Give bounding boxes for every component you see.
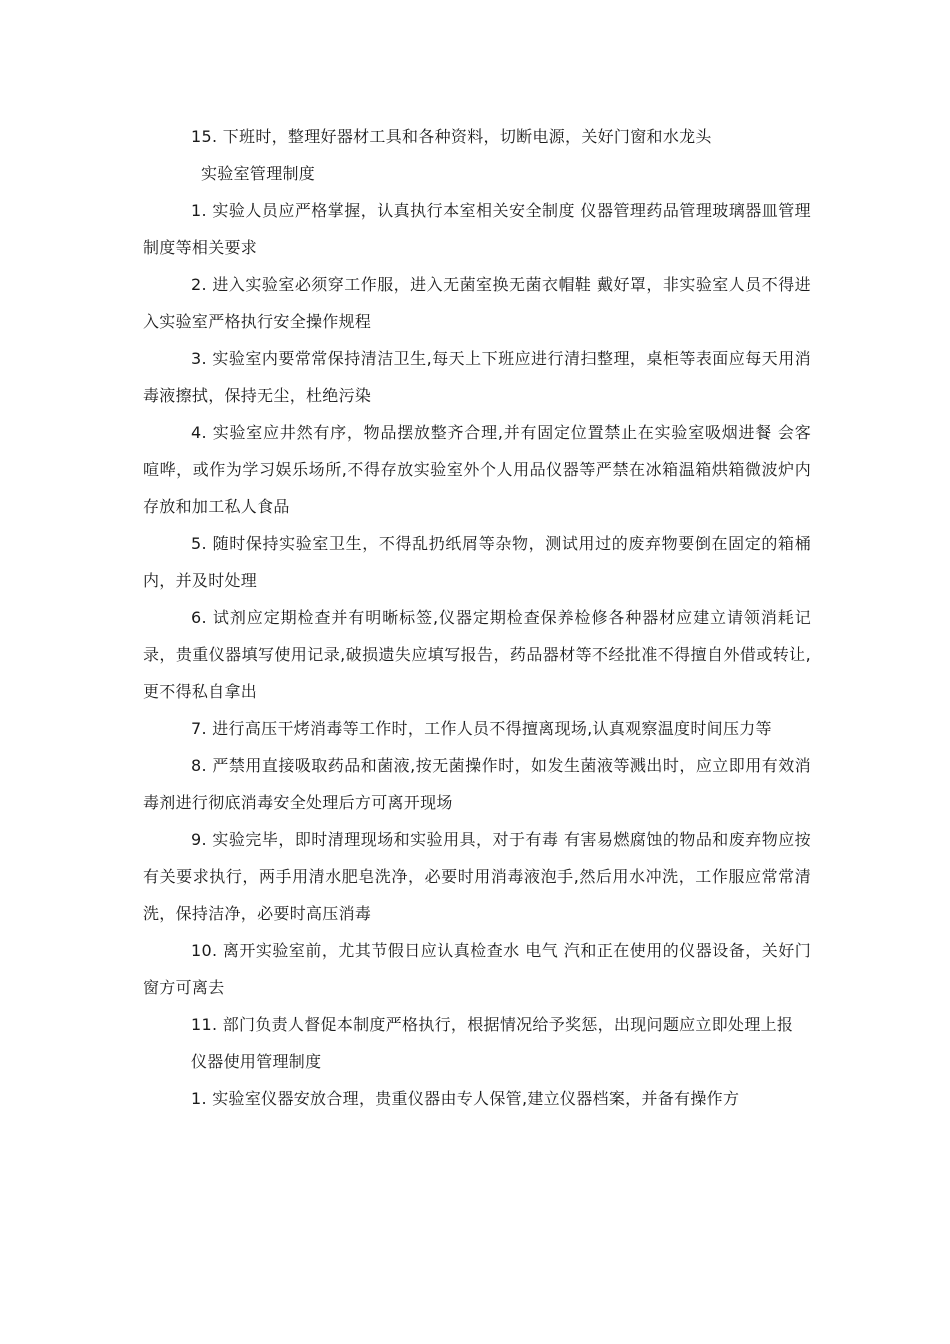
rule-15: 15. 下班时，整理好器材工具和各种资料，切断电源，关好门窗和水龙头 bbox=[191, 127, 712, 146]
lab-rule-9: 9. 实验完毕，即时清理现场和实验用具，对于有毒 有害易燃腐蚀的物品和废弃物应按有关要求执行，两手用清水肥皂洗净，必要时用消毒液泡手,然后用水冲洗，工作服应常常清洗，保持洁净，必要时高压消毒 bbox=[143, 830, 811, 923]
lab-rule-5: 5. 随时保持实验室卫生，不得乱扔纸屑等杂物，测试用过的废弃物要倒在固定的箱桶内，并及时处理 bbox=[143, 534, 811, 590]
lab-rule-1: 1. 实验人员应严格掌握，认真执行本室相关安全制度 仪器管理药品管理玻璃器皿管理制度等相关要求 bbox=[143, 201, 811, 257]
section-title-lab: 实验室管理制度 bbox=[201, 164, 316, 183]
lab-rule-11: 11. 部门负责人督促本制度严格执行，根据情况给予奖惩，出现问题应立即处理上报 bbox=[191, 1015, 794, 1034]
lab-rule-3: 3. 实验室内要常常保持清洁卫生,每天上下班应进行清扫整理，桌柜等表面应每天用消毒液擦拭，保持无尘，杜绝污染 bbox=[143, 349, 811, 405]
lab-rule-8: 8. 严禁用直接吸取药品和菌液,按无菌操作时，如发生菌液等溅出时，应立即用有效消毒剂进行彻底消毒安全处理后方可离开现场 bbox=[143, 756, 811, 812]
instrument-rule-1: 1. 实验室仪器安放合理，贵重仪器由专人保管,建立仪器档案，并备有操作方 bbox=[191, 1089, 740, 1108]
document-page bbox=[143, 118, 811, 1117]
lab-rule-2: 2. 进入实验室必须穿工作服，进入无菌室换无菌衣帽鞋 戴好罩，非实验室人员不得进入实验室严格执行安全操作规程 bbox=[143, 275, 811, 331]
lab-rule-10: 10. 离开实验室前，尤其节假日应认真检查水 电气 汽和正在使用的仪器设备，关好门窗方可离去 bbox=[143, 941, 811, 997]
lab-rule-7: 7. 进行高压干烤消毒等工作时，工作人员不得擅离现场,认真观察温度时间压力等 bbox=[191, 719, 772, 738]
lab-rule-4: 4. 实验室应井然有序，物品摆放整齐合理,并有固定位置禁止在实验室吸烟进餐 会客 喧哗，或作为学习娱乐场所,不得存放实验室外个人用品仪器等严禁在冰箱温箱烘箱微波炉内存放和加工私人食品 bbox=[143, 423, 811, 516]
lab-rule-6: 6. 试剂应定期检查并有明晰标签,仪器定期检查保养检修各种器材应建立请领消耗记录，贵重仪器填写使用记录,破损遗失应填写报告，药品器材等不经批准不得擅自外借或转让,更不得私自拿出 bbox=[143, 608, 811, 701]
section-title-instrument: 仪器使用管理制度 bbox=[191, 1052, 322, 1071]
